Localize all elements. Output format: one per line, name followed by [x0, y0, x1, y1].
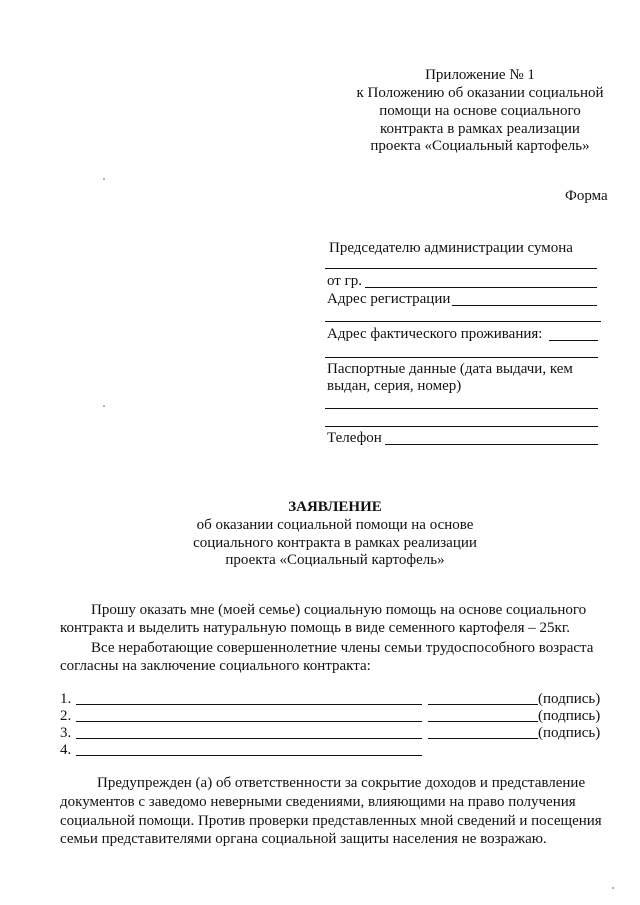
body-paragraph-2: Все неработающие совершеннолетние члены семьи трудоспособного возраста — [91, 640, 594, 656]
member-name-field[interactable] — [76, 721, 422, 722]
member-number: 2. — [60, 708, 72, 724]
body-paragraph-1-continued: контракта и выделить натуральную помощь в виде семенного картофеля – 25кг. — [60, 620, 571, 636]
scan-speck — [103, 178, 105, 180]
scan-speck — [103, 405, 105, 407]
member-name-field[interactable] — [76, 738, 422, 739]
member-name-field[interactable] — [76, 755, 422, 756]
addressee-blank-line[interactable] — [325, 268, 597, 269]
phone-field[interactable] — [385, 444, 598, 445]
member-signature-field[interactable] — [428, 738, 538, 739]
actual-address-label: Адрес фактического проживания: — [327, 326, 543, 342]
scan-speck — [612, 887, 614, 889]
warning-line: семьи представителями органа социальной защиты населения не возражаю. — [60, 831, 547, 847]
annex-line: к Положению об оказании социальной — [356, 85, 604, 101]
actual-address-field[interactable] — [549, 340, 598, 341]
passport-data-field-2[interactable] — [325, 426, 598, 427]
title-line: об оказании социальной помощи на основе — [196, 517, 474, 533]
warning-line: социальной помощи. Против проверки представленных мной сведений и посещения — [60, 813, 602, 829]
title-heading: ЗАЯВЛЕНИЕ — [288, 499, 382, 515]
signature-label: (подпись) — [538, 691, 601, 707]
annex-line: помощи на основе социального — [379, 103, 581, 119]
member-signature-field[interactable] — [428, 704, 538, 705]
passport-label-continued: выдан, серия, номер) — [327, 378, 462, 394]
body-paragraph-2-continued: согласны на заключение социального контракта: — [60, 658, 371, 674]
annex-number: Приложение № 1 — [425, 67, 535, 83]
registration-address-field[interactable] — [452, 305, 597, 306]
passport-label: Паспортные данные (дата выдачи, кем — [327, 361, 573, 377]
title-line: проекта «Социальный картофель» — [225, 552, 445, 568]
addressee-to: Председателю администрации сумона — [329, 240, 573, 256]
member-number: 1. — [60, 691, 72, 707]
member-name-field[interactable] — [76, 704, 422, 705]
signature-label: (подпись) — [538, 708, 601, 724]
phone-label: Телефон — [327, 430, 382, 446]
signature-label: (подпись) — [538, 725, 601, 741]
annex-line: контракта в рамках реализации — [380, 121, 580, 137]
annex-line: проекта «Социальный картофель» — [370, 138, 590, 154]
registration-label: Адрес регистрации — [327, 291, 451, 307]
from-label: от гр. — [327, 273, 363, 289]
member-number: 3. — [60, 725, 72, 741]
title-line: социального контракта в рамках реализации — [193, 535, 477, 551]
body-paragraph-1: Прошу оказать мне (моей семье) социальную помощь на основе социального — [91, 602, 587, 618]
warning-line: Предупрежден (а) об ответственности за сокрытие доходов и представление — [97, 775, 586, 791]
form-label: Форма — [565, 188, 608, 204]
passport-data-field[interactable] — [325, 408, 598, 409]
member-number: 4. — [60, 742, 72, 758]
member-signature-field[interactable] — [428, 721, 538, 722]
registration-address-line-2[interactable] — [325, 321, 601, 322]
actual-address-line-2[interactable] — [325, 357, 598, 358]
warning-line: документов с заведомо неверными сведениями, влияющими на право получения — [60, 794, 576, 810]
from-name-field[interactable] — [365, 287, 597, 288]
